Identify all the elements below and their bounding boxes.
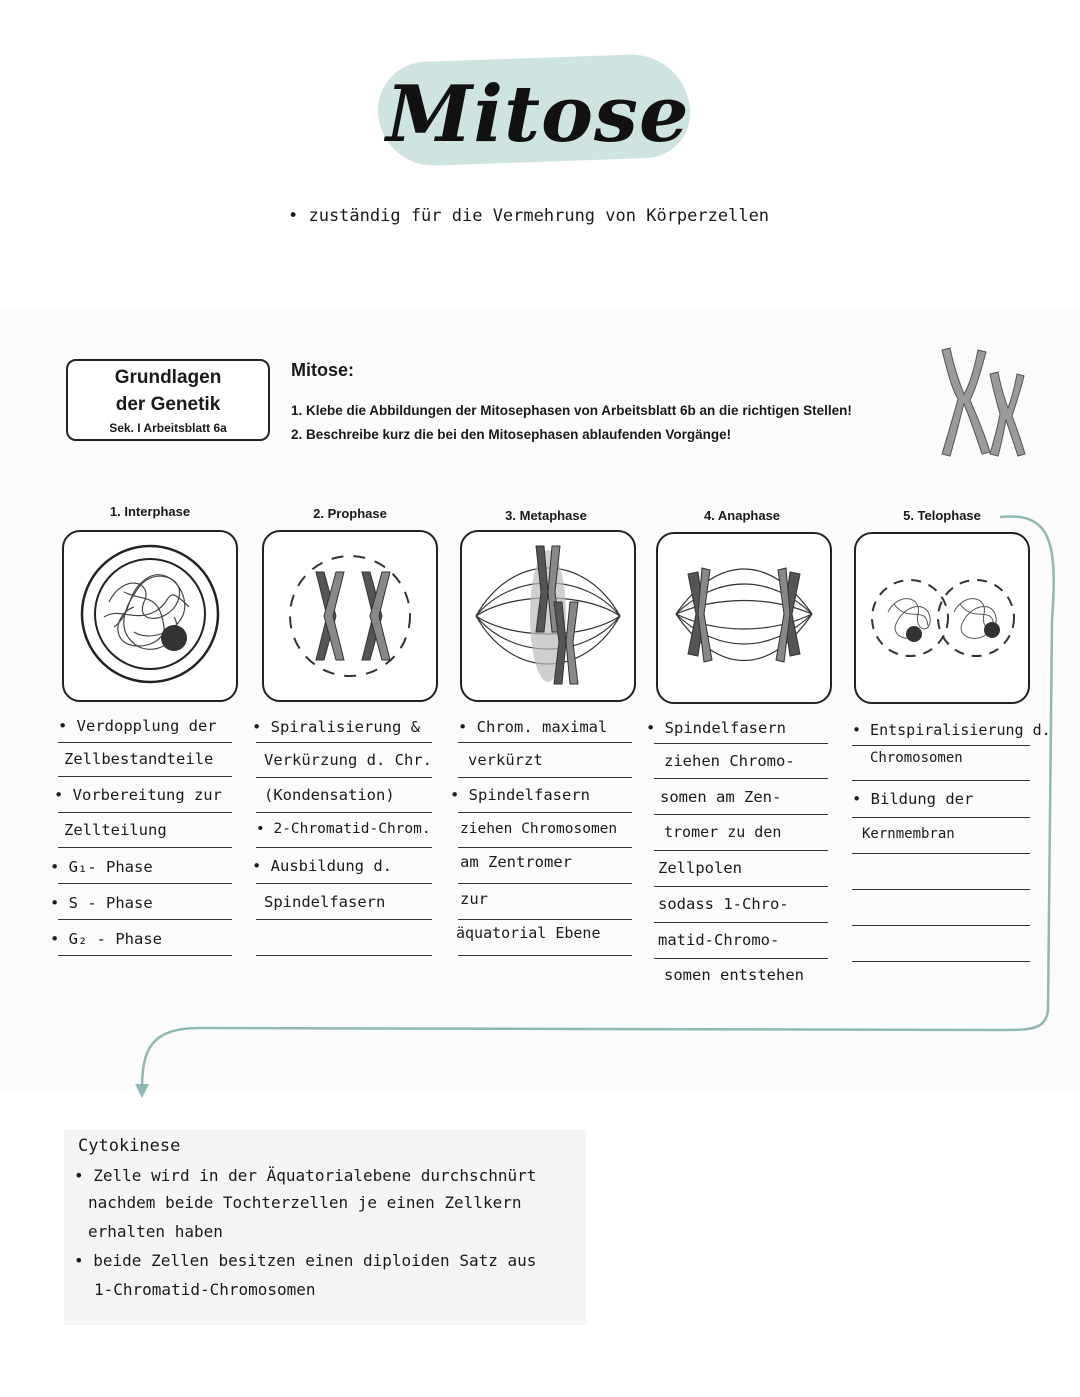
phase-label-prophase: 2. Prophase <box>313 506 387 521</box>
rule <box>58 919 232 920</box>
task-1: 1. Klebe die Abbildungen der Mitosephasen von Arbeitsblatt 6b an die richtigen Stellen! <box>291 403 852 418</box>
note-prophase-5: • Ausbildung d. <box>252 857 392 875</box>
note-telophase-1: • Entspiralisierung d. <box>852 721 1051 739</box>
cytokinese-line-3: erhalten haben <box>88 1222 223 1241</box>
rule <box>654 778 828 779</box>
note-prophase-6: Spindelfasern <box>264 893 386 911</box>
rule <box>256 847 432 848</box>
note-anaphase-6: sodass 1-Chro- <box>658 895 789 913</box>
rule <box>852 745 1030 746</box>
rule <box>58 883 232 884</box>
rule <box>256 883 432 884</box>
rule <box>256 919 432 920</box>
cytokinese-line-5: 1-Chromatid-Chromosomen <box>94 1280 316 1299</box>
note-interphase-7: • G₂ - Phase <box>50 930 162 948</box>
phase-label-interphase: 1. Interphase <box>109 504 191 519</box>
rule <box>852 961 1030 962</box>
rule <box>654 814 828 815</box>
rule <box>458 742 632 743</box>
rule <box>654 958 828 959</box>
rule <box>458 812 632 813</box>
header-line-1: Grundlagen <box>114 367 222 388</box>
cytokinese-title: Cytokinese <box>78 1136 181 1156</box>
rule <box>852 817 1030 818</box>
page-title: Mitose <box>386 69 690 160</box>
rule <box>654 743 828 744</box>
header-line-2: der Genetik <box>115 394 221 415</box>
note-metaphase-1: • Chrom. maximal <box>458 718 608 736</box>
rule <box>58 742 232 743</box>
task-2: 2. Beschreibe kurz die bei den Mitosephasen ablaufenden Vorgänge! <box>291 427 732 442</box>
note-prophase-4: • 2-Chromatid-Chrom. <box>256 821 431 837</box>
worksheet-heading: Mitose: <box>291 360 354 380</box>
rule <box>256 777 432 778</box>
note-metaphase-3: • Spindelfasern <box>450 786 590 804</box>
note-interphase-4: Zellteilung <box>64 821 167 839</box>
note-interphase-2: Zellbestandteile <box>64 750 214 768</box>
note-anaphase-3: somen am Zen- <box>660 788 782 806</box>
note-prophase-2: Verkürzung d. Chr. <box>264 751 432 769</box>
phase-label-metaphase: 3. Metaphase <box>505 508 587 523</box>
note-telophase-3: • Bildung der <box>852 790 974 808</box>
rule <box>852 780 1030 781</box>
rule <box>852 889 1030 890</box>
rule <box>256 742 432 743</box>
note-interphase-3: • Vorbereitung zur <box>54 786 222 804</box>
note-metaphase-7: äquatorial Ebene <box>456 924 601 942</box>
note-telophase-4: Kernmembran <box>862 826 955 842</box>
rule <box>458 955 632 956</box>
rule <box>58 955 232 956</box>
rule <box>58 847 232 848</box>
note-metaphase-5: am Zentromer <box>460 853 572 871</box>
note-anaphase-5: Zellpolen <box>658 859 742 877</box>
note-anaphase-2: ziehen Chromo- <box>664 752 795 770</box>
phase-label-telophase: 5. Telophase <box>903 508 981 523</box>
note-metaphase-6: zur <box>460 890 488 908</box>
rule <box>654 922 828 923</box>
rule <box>58 812 232 813</box>
rule <box>852 853 1030 854</box>
note-interphase-1: • Verdopplung der <box>58 717 217 735</box>
note-prophase-3: (Kondensation) <box>264 786 395 804</box>
rule <box>458 777 632 778</box>
rule <box>458 919 632 920</box>
header-line-3: Sek. I Arbeitsblatt 6a <box>109 421 227 435</box>
note-prophase-1: • Spiralisierung & <box>252 718 420 736</box>
phase-label-anaphase: 4. Anaphase <box>703 508 781 523</box>
rule <box>256 812 432 813</box>
note-telophase-2: Chromosomen <box>870 750 963 766</box>
rule <box>256 955 432 956</box>
cytokinese-line-1: • Zelle wird in der Äquatorialebene durchschnürt <box>74 1166 537 1185</box>
cytokinese-line-2: nachdem beide Tochterzellen je einen Zellkern <box>88 1193 522 1212</box>
note-metaphase-2: verkürzt <box>468 751 543 769</box>
rule <box>852 925 1030 926</box>
rule <box>58 776 232 777</box>
subtitle: • zuständig für die Vermehrung von Körperzellen <box>288 206 770 226</box>
rule <box>654 886 828 887</box>
note-anaphase-7: matid-Chromo- <box>658 931 780 949</box>
cytokinese-line-4: • beide Zellen besitzen einen diploiden Satz aus <box>74 1251 537 1270</box>
note-anaphase-1: • Spindelfasern <box>646 719 786 737</box>
note-metaphase-4: ziehen Chromosomen <box>460 821 618 837</box>
rule <box>654 850 828 851</box>
rule <box>458 883 632 884</box>
note-interphase-6: • S - Phase <box>50 894 153 912</box>
note-interphase-5: • G₁- Phase <box>50 858 153 876</box>
rule <box>458 847 632 848</box>
note-anaphase-4: tromer zu den <box>664 823 782 841</box>
note-anaphase-8: somen entstehen <box>664 966 804 984</box>
